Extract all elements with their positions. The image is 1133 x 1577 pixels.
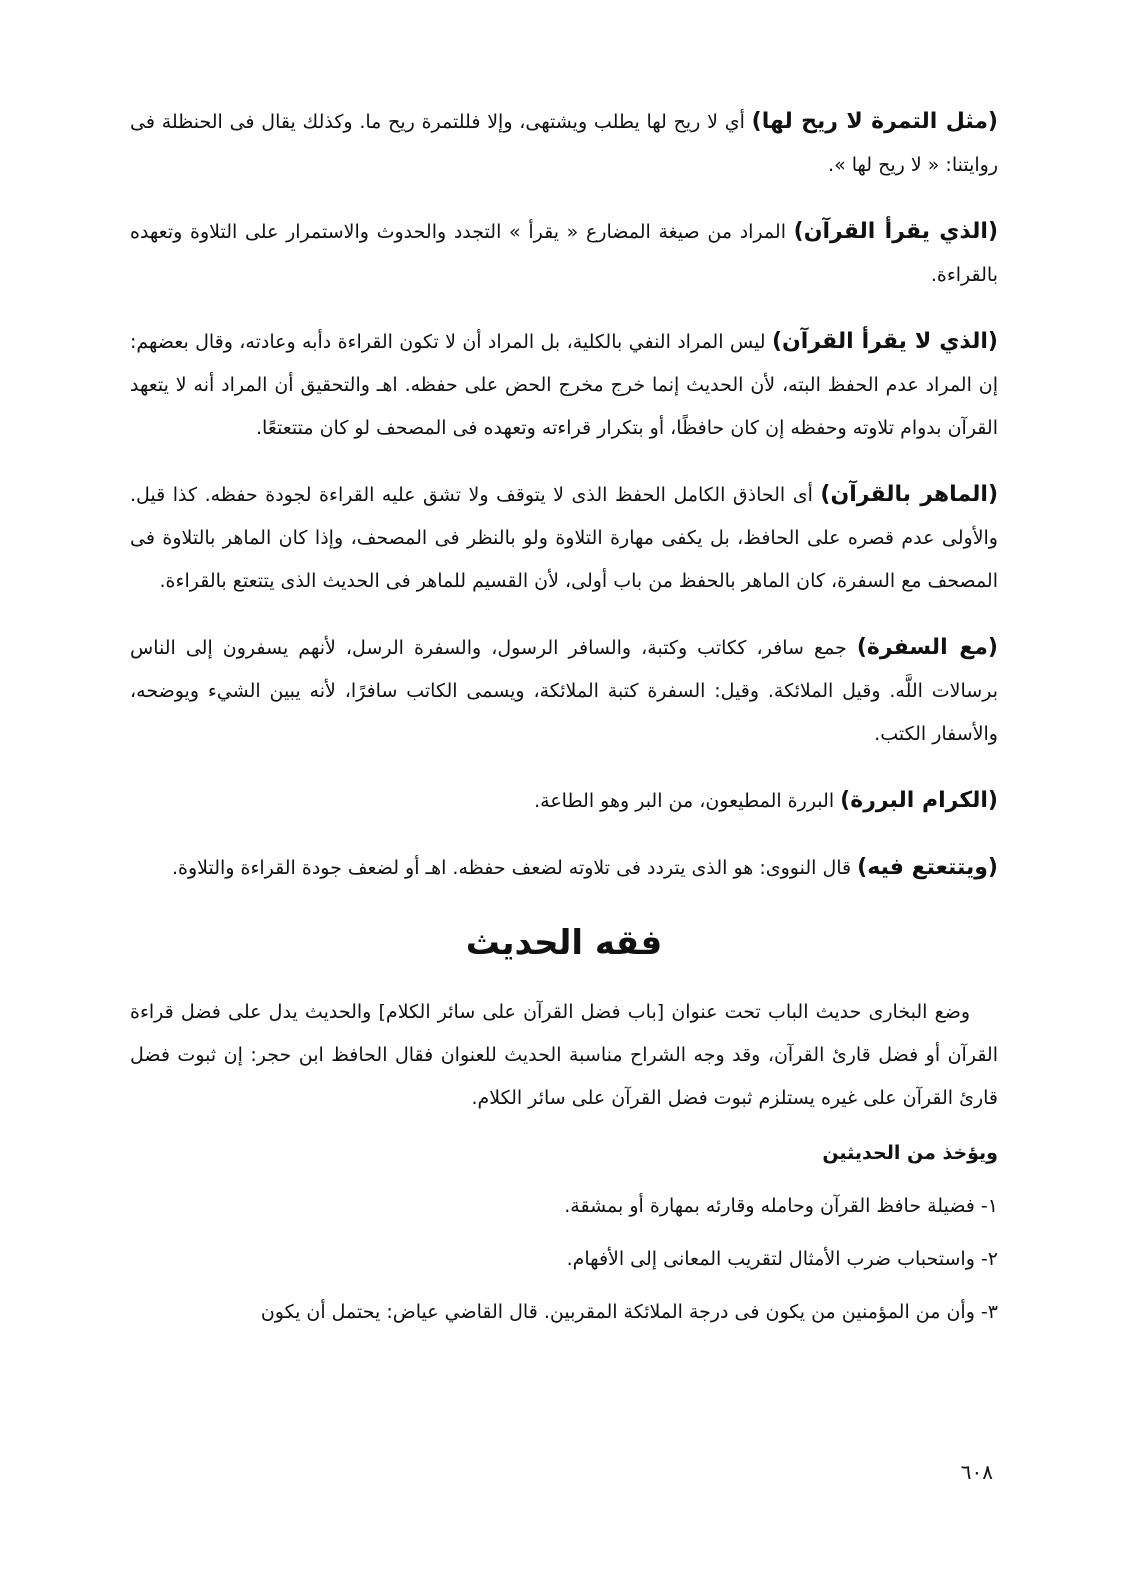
- entry-safara: [130, 626, 998, 756]
- entry-mahir: [130, 473, 998, 603]
- list-item: ٢- واستحباب ضرب الأمثال لتقريب المعانى إلى الأفهام.: [566, 1248, 998, 1270]
- entry-term: (مثل التمرة لا ريح لها): [751, 109, 998, 134]
- entry-text: المراد من صيغة المضارع « يقرأ » التجدد والحدوث والاستمرار على التلاوة وتعهده بالقراءة.: [130, 221, 998, 286]
- section-heading: فقه الحديث: [465, 923, 663, 963]
- intro-paragraph: وضع البخارى حديث الباب تحت عنوان [باب فضل القرآن على سائر الكلام] والحديث يدل على فضل قراءة القرآن أو فضل قارئ القرآن، وقد وجه الشراح مناسبة الحديث للعنوان فقال الحافظ ابن حجر: إن ثبوت فضل قارئ القرآن على غيره يستلزم ثبوت فضل القرآن على سائر الكلام.: [130, 1001, 998, 1109]
- entry-text: أى الحاذق الكامل الحفظ الذى لا يتوقف ولا تشق عليه القراءة لجودة حفظه. كذا قيل. والأولى عدم قصره على الحافظ، بل يكفى مهارة التلاوة ولو بالنظر فى المصحف، وإذا كان الماهر بالتلاوة فى المصحف مع السفرة، كان الماهر بالحفظ من باب أولى، لأن القسيم للماهر فى الحديث الذى يتتعتع بالقراءة.: [130, 484, 998, 592]
- list-item: ١- فضيلة حافظ القرآن وحامله وقارئه بمهارة أو بمشقة.: [564, 1195, 998, 1217]
- entry-yaqra: [130, 210, 998, 297]
- page-number: ٦٠٨: [960, 1460, 993, 1484]
- entry-text: قال النووى: هو الذى يتردد فى تلاوته لضعف حفظه. اهـ أو لضعف جودة القراءة والتلاوة.: [171, 857, 858, 879]
- entry-text: أي لا ريح لها يطلب ويشتهى، وإلا فللتمرة ريح ما. وكذلك يقال فى الحنظلة فى روايتنا: « لا ريح لها ».: [130, 111, 998, 176]
- entry-la-yaqra: [130, 320, 998, 450]
- entry-text: ليس المراد النفي بالكلية، بل المراد أن لا تكون القراءة دأبه وعادته، وقال بعضهم: إن المراد عدم الحفظ البته، لأن الحديث إنما خرج مخرج الحض على حفظه. اهـ والتحقيق أن المراد أنه لا يتعهد القرآن بدوام تلاوته وحفظه إن كان حافظًا، أو بتكرار قراءته وتعهده فى المصحف لو كان متتعتعًا.: [130, 331, 998, 439]
- entry-term: (الذي يقرأ القرآن): [793, 219, 998, 244]
- list-item: ٣- وأن من المؤمنين من يكون فى درجة الملائكة المقربين. قال القاضي عياض: يحتمل أن يكون: [260, 1301, 998, 1323]
- subheading: ويؤخذ من الحديثين: [822, 1142, 998, 1164]
- entry-tatatta: [130, 846, 998, 890]
- entry-text: جمع سافر، ككاتب وكتبة، والسافر الرسول، والسفرة الرسل، لأنهم يسفرون إلى الناس برسالات اللَّه. وقيل الملائكة. وقيل: السفرة كتبة الملائكة، ويسمى الكاتب سافرًا، لأنه يبين الشيء ويوضحه، والأسفار الكتب.: [130, 637, 998, 745]
- entry-term: (ويتتعتع فيه): [857, 855, 998, 880]
- page-body: [130, 100, 998, 1344]
- entry-term: (الكرام البررة): [840, 788, 998, 813]
- entry-term: (مع السفرة): [856, 635, 998, 660]
- entry-kiram: [130, 779, 998, 823]
- entry-term: (الذي لا يقرأ القرآن): [771, 329, 998, 354]
- entry-tamra: [130, 100, 998, 187]
- entry-term: (الماهر بالقرآن): [820, 482, 999, 507]
- entry-text: البررة المطيعون، من البر وهو الطاعة.: [534, 790, 841, 812]
